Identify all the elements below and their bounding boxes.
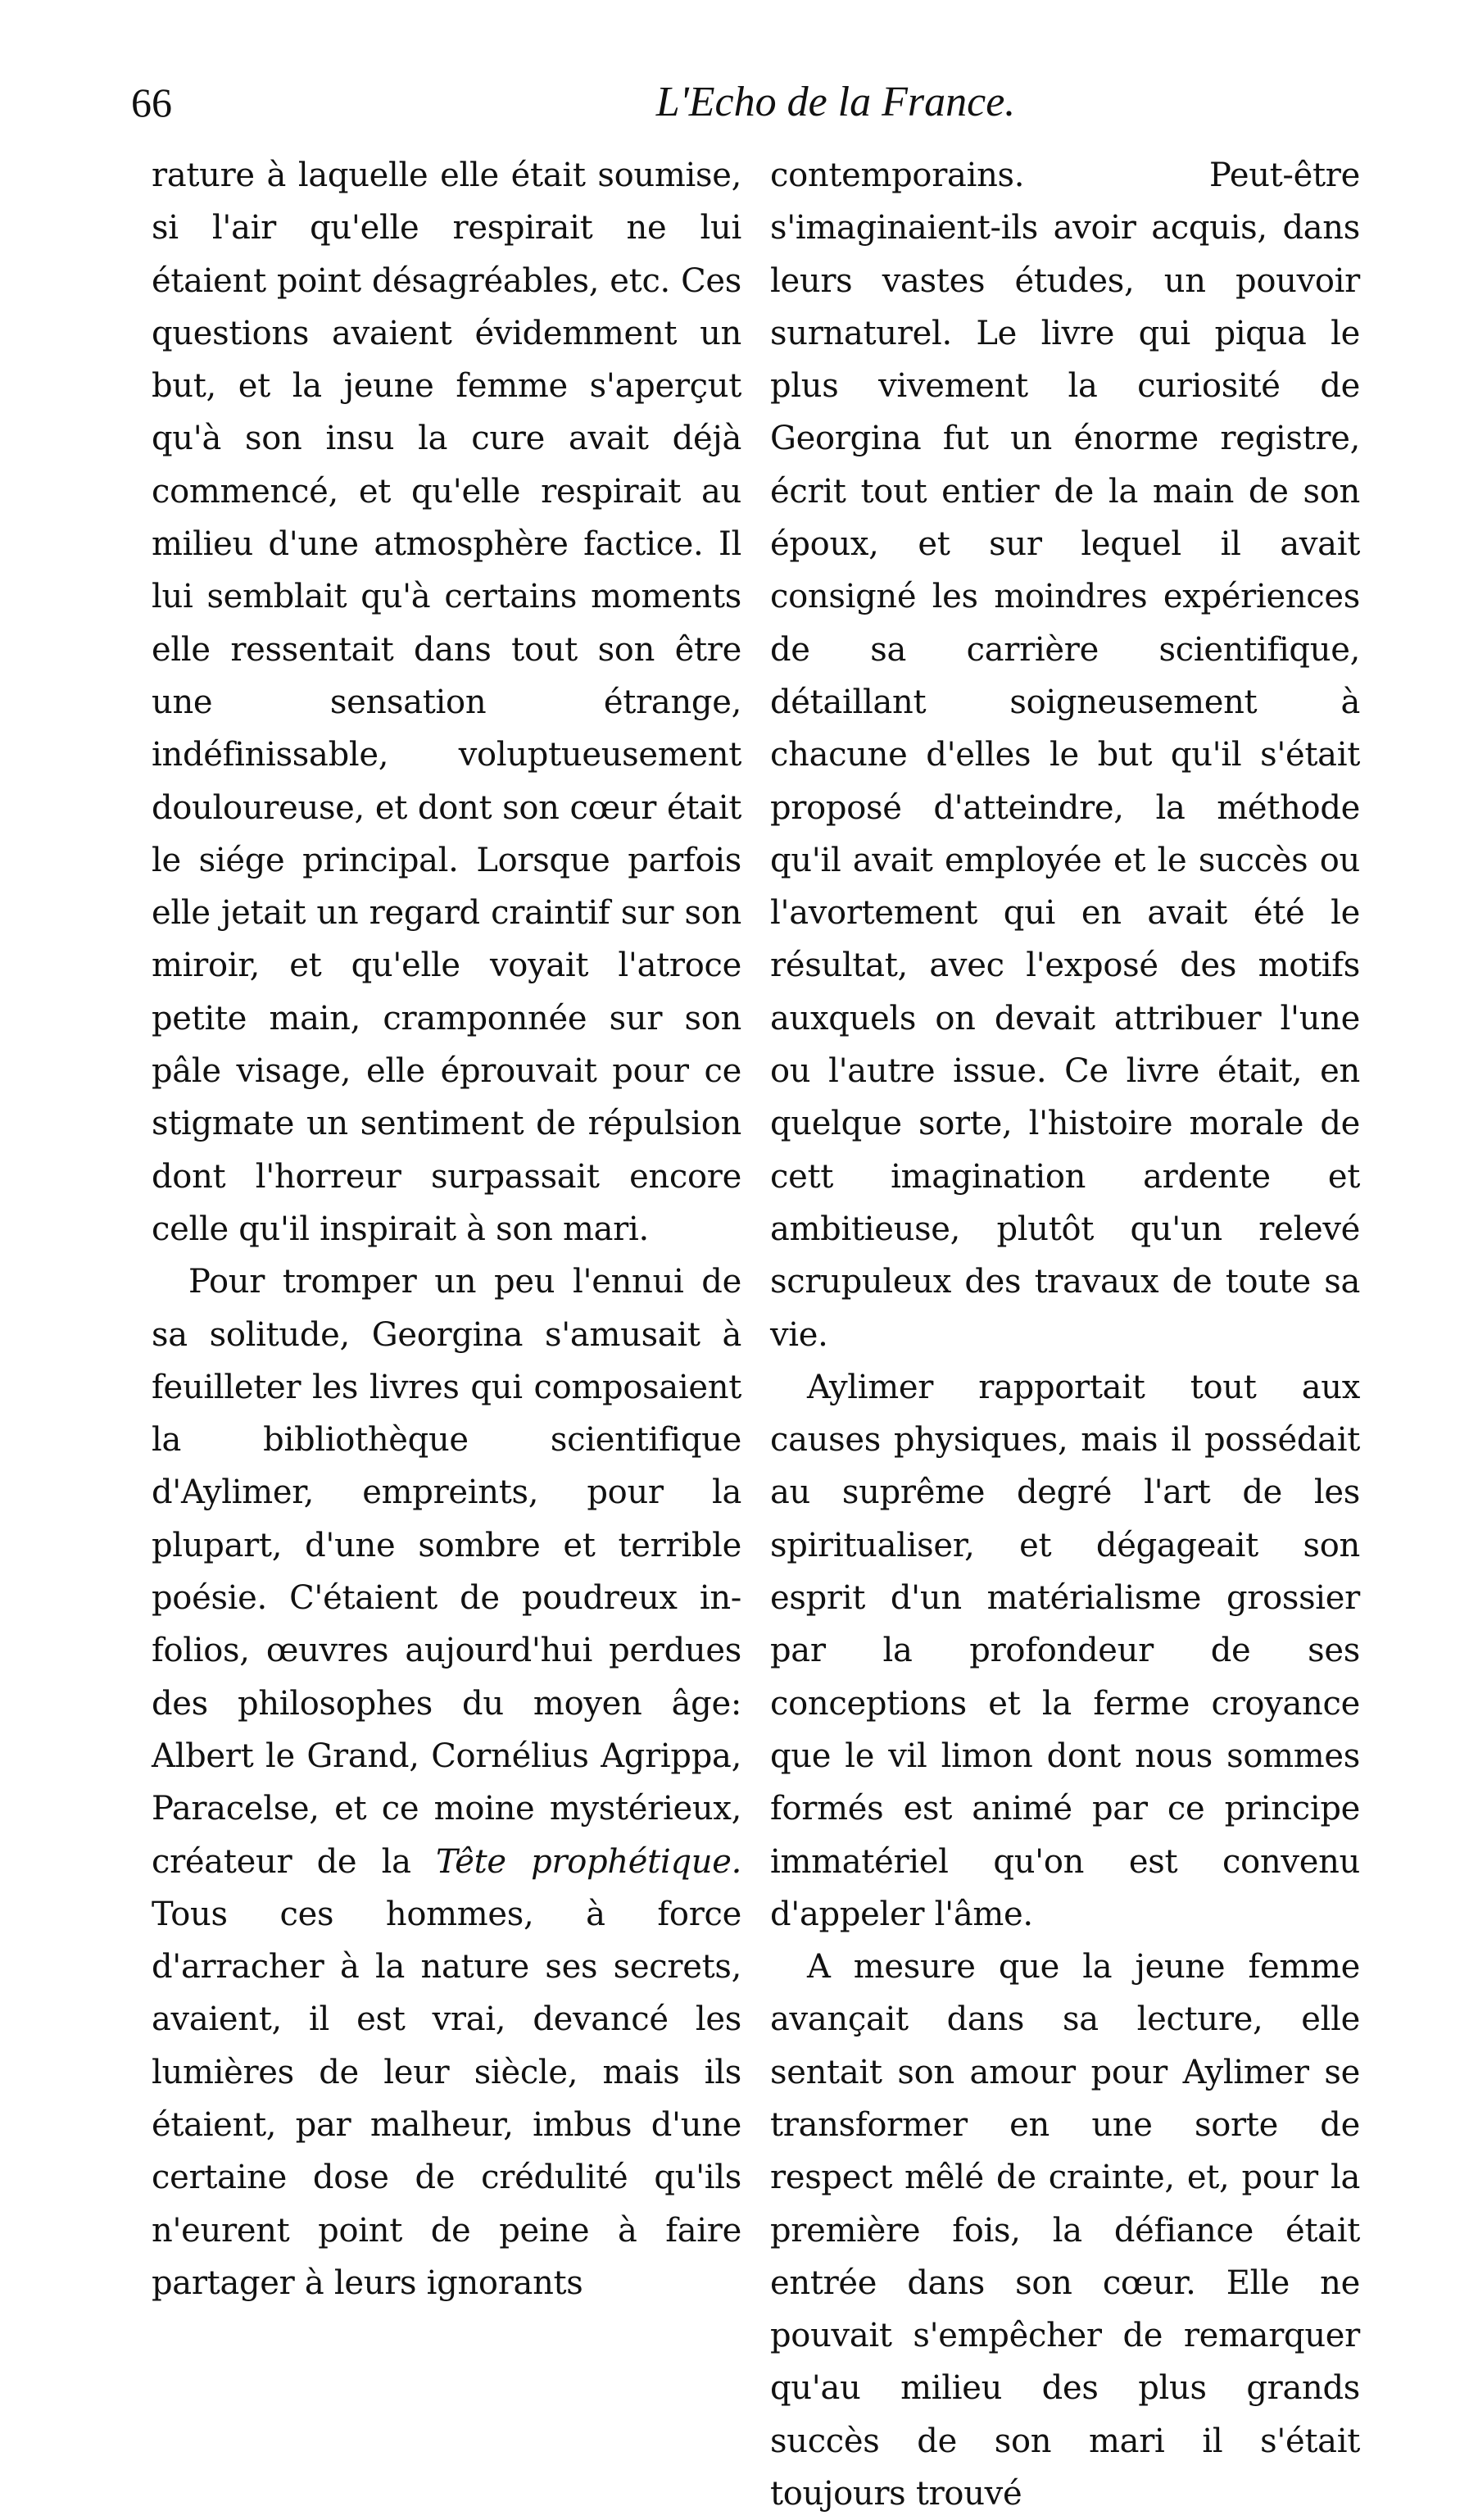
paragraph: contemporains. Peut-être s'imaginaient-ils avoir acquis, dans leurs vastes études, un pouvoir surnaturel. Le livre qui piqua le plus vivement la curiosité de Georgina fut un énorme registre, écrit tout entier de la main de son époux, et sur lequel il avait consigné les moindres expériences de sa carrière scientifique, détaillant soigneusement à chacune d'elles le but qu'il s'était proposé d'atteindre, la méthode qu'il avait employée et le succès ou l'avortement qui en avait été le résultat, avec l'exposé des motifs auxquels on devait attribuer l'une ou l'autre issue. Ce livre était, en quelque sorte, l'histoire morale de cett imagination ardente et ambitieuse, plutôt qu'un relevé scrupuleux des travaux de toute sa vie. <box>770 157 1360 1354</box>
italic-book-title: Tête prophétique. <box>436 1842 741 1881</box>
running-title: L'Echo de la France. <box>655 79 1016 125</box>
paragraph: rature à laquelle elle était soumise, si l'air qu'elle respirait ne lui étaient point désagréables, etc. Ces questions avaient évidemment un but, et la jeune femme s'aperçut qu'à son insu la cure avait déjà commencé, et qu'elle respirait au milieu d'une atmosphère factice. Il lui semblait qu'à certains moments elle ressentait dans tout son être une sensation étrange, indéfinissable, voluptueusement douloureuse, et dont son cœur était le siége principal. Lorsque parfois elle jetait un regard craintif sur son miroir, et qu'elle voyait l'atroce petite main, cramponnée sur son pâle visage, elle éprouvait pour ce stigmate un sentiment de répulsion dont l'horreur surpassait encore celle qu'il inspirait à son mari. <box>152 157 741 1248</box>
paragraph <box>152 1255 741 2309</box>
paragraph: A mesure que la jeune femme avançait dans sa lecture, elle sentait son amour pour Aylimer se transformer en une sorte de respect mêlé de crainte, et, pour la première fois, la défiance était entrée dans son cœur. Elle ne pouvait s'empêcher de remarquer qu'au milieu des plus grands succès de son mari il s'était toujours trouvé <box>770 1948 1360 2513</box>
page-number: 66 <box>131 79 172 125</box>
paragraph-text: Tous ces hommes, à force d'arracher à la nature ses secrets, avaient, il est vrai, devancé les lumières de leur siècle, mais ils étaient, par malheur, imbus d'une certaine dose de crédulité qu'ils n'eurent point de peine à faire partager à leurs ignorants <box>152 1895 741 2302</box>
paragraph: Aylimer rapportait tout aux causes physiques, mais il possédait au suprême degré l'art de les spiritualiser, et dégageait son esprit d'un matérialisme grossier par la profondeur de ses conceptions et la ferme croyance que le vil limon dont nous sommes formés est animé par ce principe immatériel qu'on est convenu d'appeler l'âme. <box>770 1368 1360 1933</box>
page-header <box>123 74 1368 148</box>
right-column <box>770 149 1360 2520</box>
paragraph-text: Pour tromper un peu l'ennui de sa solitude, Georgina s'amusait à feuilleter les livres qui composaient la bibliothèque scientifique d'Aylimer, empreints, pour la plupart, d'une sombre et terrible poésie. C'étaient de poudreux in-folios, œuvres aujourd'hui perdues des philosophes du moyen âge: Albert le Grand, Cornélius Agrippa, Paracelse, et ce moine mystérieux, créateur de la <box>152 1263 741 1881</box>
left-column <box>152 149 741 2309</box>
